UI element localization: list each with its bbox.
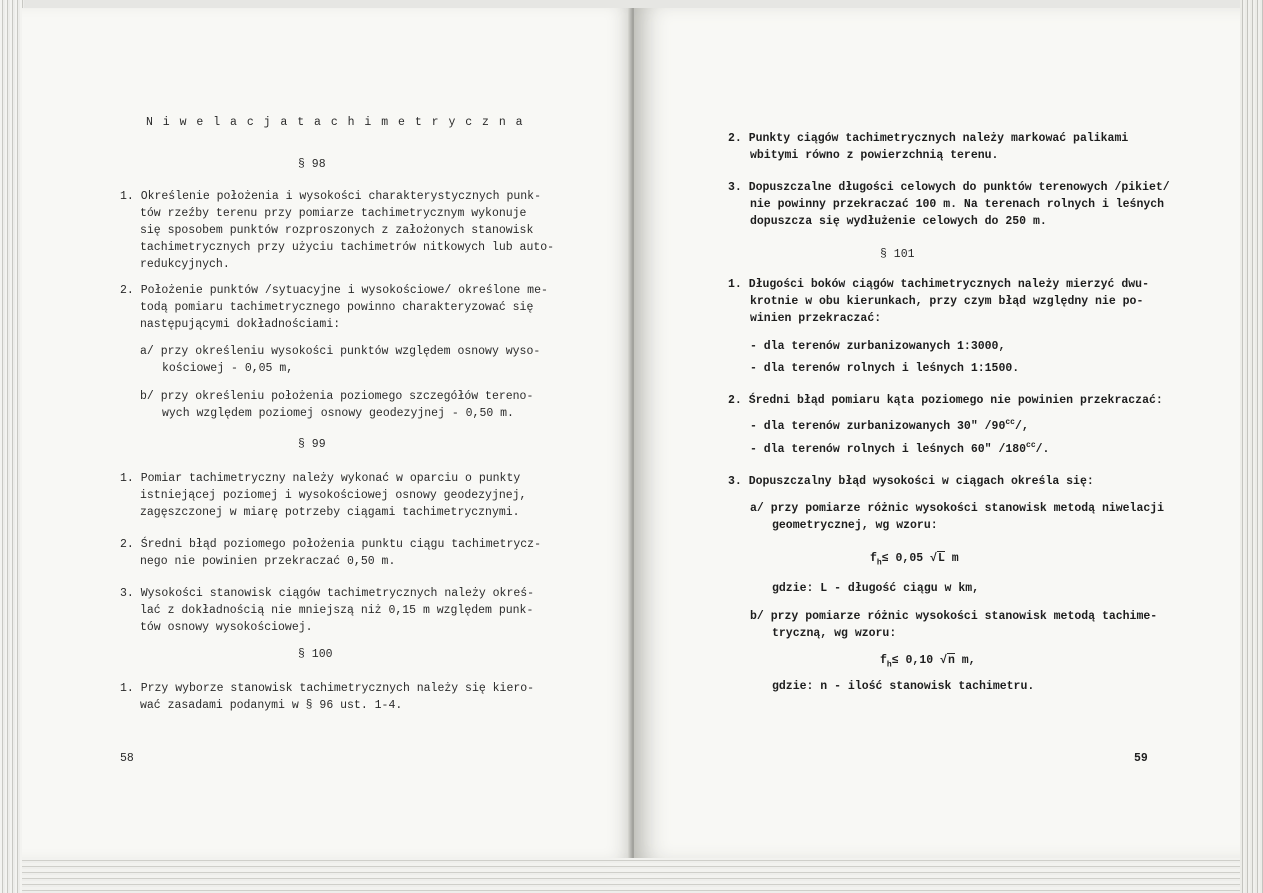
formula-b-legend: gdzie: n - ilość stanowisk tachimetru. (772, 680, 1035, 693)
paragraph-101-2: 2. Średni błąd pomiaru kąta poziomego nie powinien przekraczać: (728, 394, 1163, 407)
formula-b: $f_h\le 0,10$ √n m, (880, 654, 976, 670)
formula-a-legend: gdzie: L - długość ciągu w km, (772, 582, 980, 595)
book-edge-left (0, 0, 24, 893)
chapter-title: N i w e l a c j a t a c h i m e t r y c z n a (146, 116, 523, 129)
section-99-heading: § 99 (298, 438, 326, 451)
section-100-heading: § 100 (298, 648, 333, 661)
page-number-right: 59 (1134, 752, 1148, 765)
list-item: - dla terenów zurbanizowanych 1:3000, (750, 340, 1006, 353)
book-edge-bottom (22, 858, 1240, 893)
section-101-heading: § 101 (880, 248, 915, 261)
page-number-left: 58 (120, 752, 134, 765)
book-edge-right (1240, 0, 1263, 893)
left-page: N i w e l a c j a t a c h i m e t r y c z n a § 98 1. Określenie położenia i wysokości charakterystycznych punk- tów rzeźby terenu przy pomiarze tachimetrycznym wykonuje się sposobem punktów rozproszonych z założonych stanowisk tachimetrycznych przy użyciu tachimetrów nitkowych lub auto- redukcyjnych. 2. Położenie punktów /sytuacyjne i wysokościowe/ określone me- todą pomiaru tachimetrycznego powinno charakteryzować się następującymi dokładnościami: a/ przy określeniu wysokości punktów względem osnowy wyso- kościowej - 0,05 m, b/ przy określeniu położenia poziomego szczegółów tereno- wych względem poziomej osnowy geodezyjnej - 0,50 m. § 99 1. Pomiar tachimetryczny należy wykonać w oparciu o punkty istniejącej poziomej i wysokościowej osnowy geodezyjnej, zagęszczonej w miarę potrzeby ciągami tachimetrycznymi. 2. Średni błąd poziomego położenia punktu ciągu tachimetrycz- nego nie powinien przekraczać 0,50 m. 3. Wysokości stanowisk ciągów tachimetrycznych należy okreś- lać z dokładnością nie mniejszą niż 0,15 m względem punk- tów osnowy wysokościowej. § 100 1. Przy wyborze stanowisk tachimetrycznych należy się kiero- wać zasadami podanymi w § 96 ust. 1-4. 58 (22, 8, 634, 858)
paragraph-101-3: 3. Dopuszczalny błąd wysokości w ciągach określa się: (728, 475, 1094, 488)
list-item: - dla terenów rolnych i leśnych 1:1500. (750, 362, 1020, 375)
right-page: 2. Punkty ciągów tachimetrycznych należy markować palikami wbitymi równo z powierzchnią terenu. 3. Dopuszczalne długości celowych do punktów terenowych /pikiet/ nie powinny przekraczać 100 m. Na terenach rolnych i leśnych dopuszcza się wydłużenie celowych do 250 m. § 101 1. Długości boków ciągów tachimetrycznych należy mierzyć dwu- krotnie w obu kierunkach, przy czym błąd względny nie po- winien przekraczać: - dla terenów zurbanizowanych 1:3000, - dla terenów rolnych i leśnych 1:1500. 2. Średni błąd pomiaru kąta poziomego nie powinien przekraczać: - dla terenów zurbanizowanych 30" $/90^{cc}/$, - dla terenów rolnych i leśnych 60" $/180^{cc}/$. 3. Dopuszczalny błąd wysokości w ciągach określa się: a/ przy pomiarze różnic wysokości stanowisk metodą niwelacji geometrycznej, wg wzoru: $f_h\le 0,05$ √L m gdzie: L - długość ciągu w km, b/ przy pomiarze różnic wysokości stanowisk metodą tachime- tryczną, wg wzoru: $f_h\le 0,10$ √n m, gdzie: n - ilość stanowisk tachimetru. 59 (634, 8, 1240, 858)
section-98-heading: § 98 (298, 158, 326, 171)
list-item: - dla terenów zurbanizowanych 30" $/90^{cc}/$, (750, 418, 1029, 433)
list-item: - dla terenów rolnych i leśnych 60" $/180^{cc}/$. (750, 441, 1050, 456)
formula-a: $f_h\le 0,05$ √L m (870, 552, 959, 568)
